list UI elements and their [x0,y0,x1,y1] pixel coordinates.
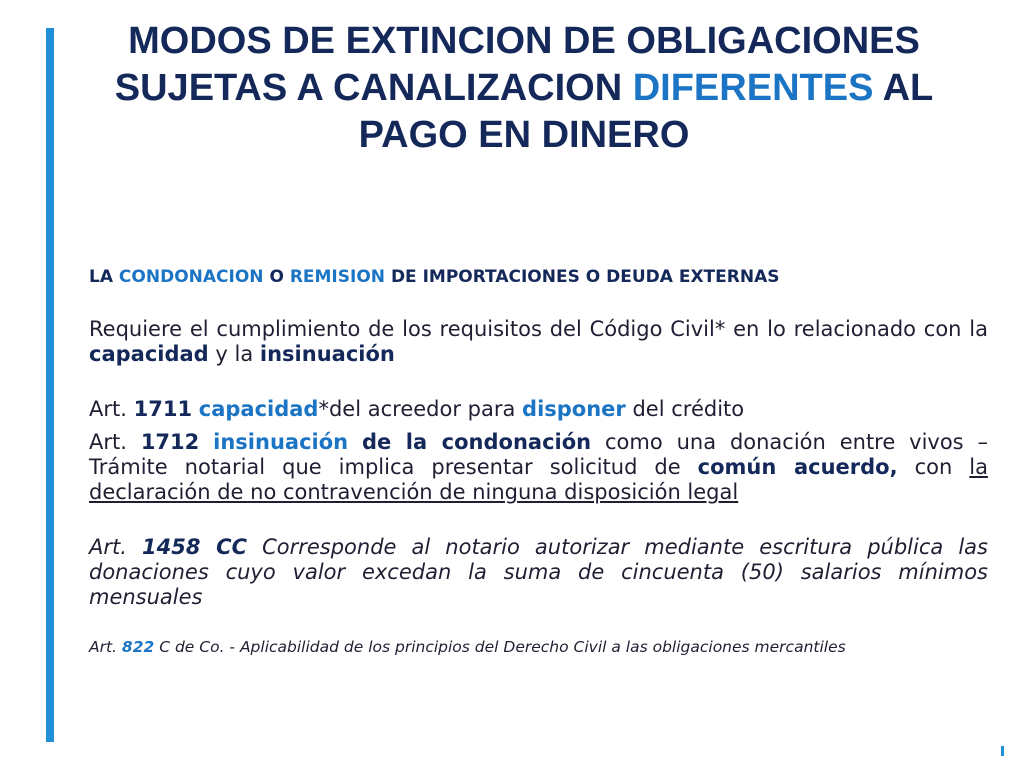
p5-art: Art. [89,638,117,656]
subtitle-w5: DE IMPORTACIONES O DEUDA EXTERNAS [390,267,780,287]
title-part2: AL PAGO EN DINERO [358,67,934,156]
paragraph-requisitos [89,317,988,367]
p1-capacidad: capacidad [89,342,209,366]
paragraph-art-822 [89,636,988,658]
title-highlight: DIFERENTES [632,67,874,109]
p3-text3: con [914,455,953,479]
p5-text2: C de Co. - Aplicabilidad de los principios del Derecho Civil a las obligaciones mercantiles [159,638,846,656]
p2-capacidad: capacidad [198,397,319,421]
p1-text2: y la [215,342,254,366]
subtitle-w3: O [269,267,284,287]
title-part1: MODOS DE EXTINCION DE OBLIGACIONES SUJETAS A CANALIZACION [114,20,920,109]
p2-disponer: disponer [522,397,626,421]
p3-number: 1712 [140,430,200,454]
p4-number: 1458 CC [142,535,247,559]
paragraph-art-1458 [89,535,988,610]
paragraph-art-1711 [89,397,988,422]
paragraph-art-1712 [89,430,988,505]
p1-insinuacion: insinuación [259,342,395,366]
slide-title [80,18,968,159]
corner-mark [1001,746,1004,756]
subtitle-remision: REMISION [289,267,386,287]
accent-bar [46,28,54,742]
p4-text2: Corresponde al notario autorizar mediante escritura pública las donaciones cuyo valor excedan la suma de cincuenta (50) salarios mínimos mensuales [89,535,988,609]
p3-condonacion: de la condonación [362,430,592,454]
p3-underlined: la declaración de no contravención de ninguna disposición legal [89,455,988,504]
p1-text1: Requiere el cumplimiento de los requisitos del Código Civil* en lo relacionado con la [89,317,988,341]
section-subtitle [89,264,988,290]
p2-text3: del crédito [632,397,745,421]
p3-comun-acuerdo: común acuerdo, [697,455,898,479]
subtitle-condonacion: CONDONACION [118,267,264,287]
p2-text2: *del acreedor para [318,397,516,421]
p4-art: Art. [89,535,127,559]
p3-text2: como una donación entre vivos – Trámite notarial que implica presentar solicitud de [89,430,989,479]
p2-number: 1711 [133,397,193,421]
p5-number: 822 [121,638,155,656]
subtitle-w1: LA [89,267,113,287]
p3-insinuacion: insinuación [213,430,349,454]
p3-art: Art. [89,430,127,454]
p2-art: Art. [89,397,127,421]
